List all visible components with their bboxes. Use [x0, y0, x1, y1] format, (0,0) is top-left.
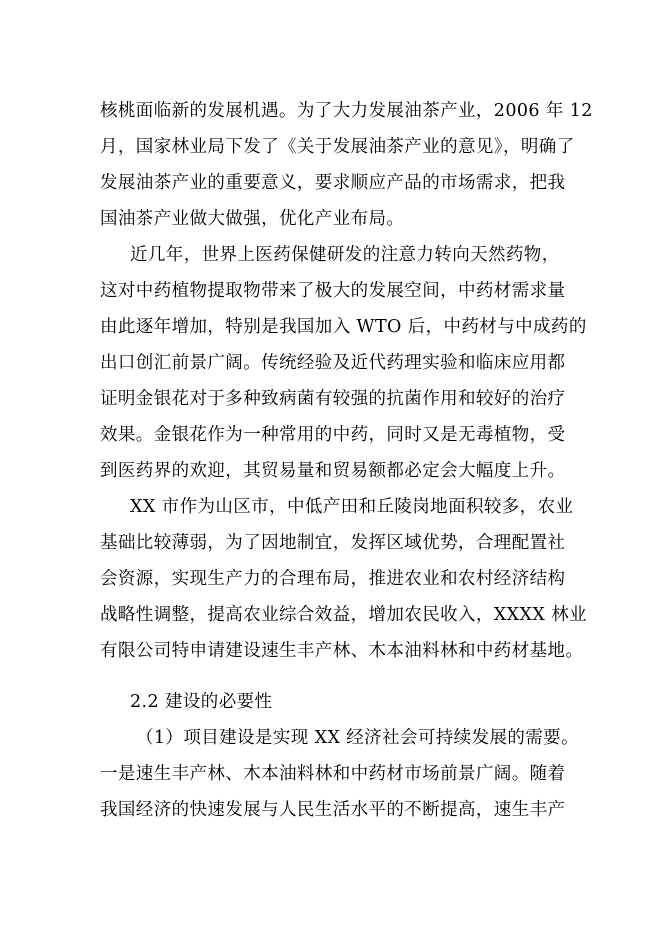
paragraph-1-line-2: 月，国家林业局下发了《关于发展油茶产业的意见》，明确了 [100, 137, 575, 157]
paragraph-1-line-3: 发展油茶产业的重要意义，要求顺应产品的市场需求，把我 [100, 173, 566, 193]
paragraph-3-line-4: 战略性调整，提高农业综合效益，增加农民收入，XXXX 林业 [100, 605, 587, 625]
paragraph-2-line-3: 由此逐年增加，特别是我国加入 WTO 后，中药材与中成药的 [100, 317, 587, 337]
paragraph-2-line-1: 近几年，世界上医药保健研发的注意力转向天然药物， [130, 245, 560, 265]
paragraph-4-line-2: 一是速生丰产林、木本油料林和中药材市场前景广阔。随着 [100, 764, 566, 784]
paragraph-3-line-5: 有限公司特申请建设速生丰产林、木本油料林和中药材基地。 [100, 641, 584, 661]
paragraph-4-line-1: （1）项目建设是实现 XX 经济社会可持续发展的需要。 [136, 728, 579, 748]
paragraph-3-line-2: 基础比较薄弱，为了因地制宜，发挥区域优势，合理配置社 [100, 533, 566, 553]
paragraph-2-line-4: 出口创汇前景广阔。传统经验及近代药理实验和临床应用都 [100, 353, 566, 373]
paragraph-3-line-1: XX 市作为山区市，中低产田和丘陵岗地面积较多，农业 [130, 497, 574, 517]
paragraph-1-line-4: 国油茶产业做大做强，优化产业布局。 [100, 209, 405, 229]
paragraph-2-line-6: 效果。金银花作为一种常用的中药，同时又是无毒植物，受 [100, 425, 566, 445]
paragraph-4-line-3: 我国经济的快速发展与人民生活水平的不断提高，速生丰产 [100, 800, 566, 820]
paragraph-1-line-1: 核桃面临新的发展机遇。为了大力发展油茶产业，2006 年 12 [100, 101, 593, 121]
section-heading: 2.2 建设的必要性 [130, 692, 273, 712]
paragraph-3-line-3: 会资源，实现生产力的合理布局，推进农业和农村经济结构 [100, 569, 566, 589]
paragraph-2-line-7: 到医药界的欢迎，其贸易量和贸易额都必定会大幅度上升。 [100, 461, 566, 481]
paragraph-2-line-2: 这对中药植物提取物带来了极大的发展空间，中药材需求量 [100, 281, 566, 301]
paragraph-2-line-5: 证明金银花对于多种致病菌有较强的抗菌作用和较好的治疗 [100, 389, 566, 409]
